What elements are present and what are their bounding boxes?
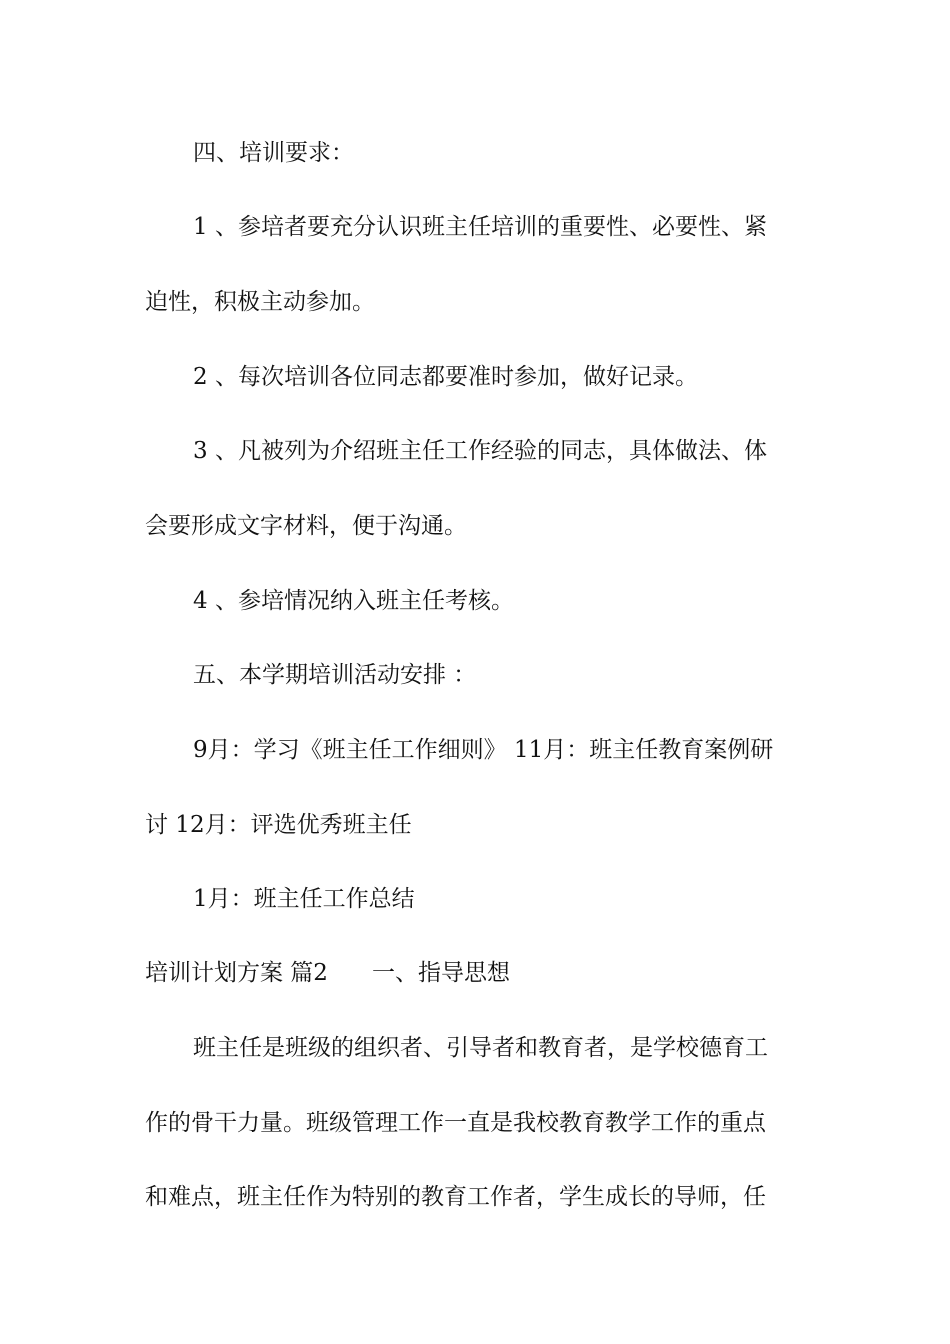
section-heading-guiding-ideology: 一、指导思想 <box>371 960 510 986</box>
paragraph-line: 9月：学习《班主任工作细则》 11月：班主任教育案例研 <box>193 737 774 763</box>
paragraph-line: 作的骨干力量。班级管理工作一直是我校教育教学工作的重点 <box>145 1110 766 1136</box>
section-heading-requirements: 四、培训要求： <box>193 140 354 166</box>
plan-title: 培训计划方案 篇2 <box>145 960 328 986</box>
plan-heading-row <box>145 958 510 988</box>
paragraph-line: 讨 12月：评选优秀班主任 <box>145 812 412 838</box>
paragraph-line: 班主任是班级的组织者、引导者和教育者，是学校德育工 <box>193 1035 768 1061</box>
paragraph-line: 会要形成文字材料，便于沟通。 <box>145 513 467 539</box>
paragraph-line: 1 、参培者要充分认识班主任培训的重要性、必要性、紧 <box>193 214 767 240</box>
paragraph-line: 4 、参培情况纳入班主任考核。 <box>193 588 514 614</box>
paragraph-line: 3 、凡被列为介绍班主任工作经验的同志，具体做法、体 <box>193 438 767 464</box>
paragraph-line: 迫性，积极主动参加。 <box>145 289 375 315</box>
section-heading-schedule: 五、本学期培训活动安排 ： <box>193 662 477 688</box>
paragraph-line: 和难点，班主任作为特别的教育工作者，学生成长的导师，任 <box>145 1184 766 1210</box>
paragraph-line: 1月：班主任工作总结 <box>193 886 415 912</box>
paragraph-line: 2 、每次培训各位同志都要准时参加，做好记录。 <box>193 364 698 390</box>
